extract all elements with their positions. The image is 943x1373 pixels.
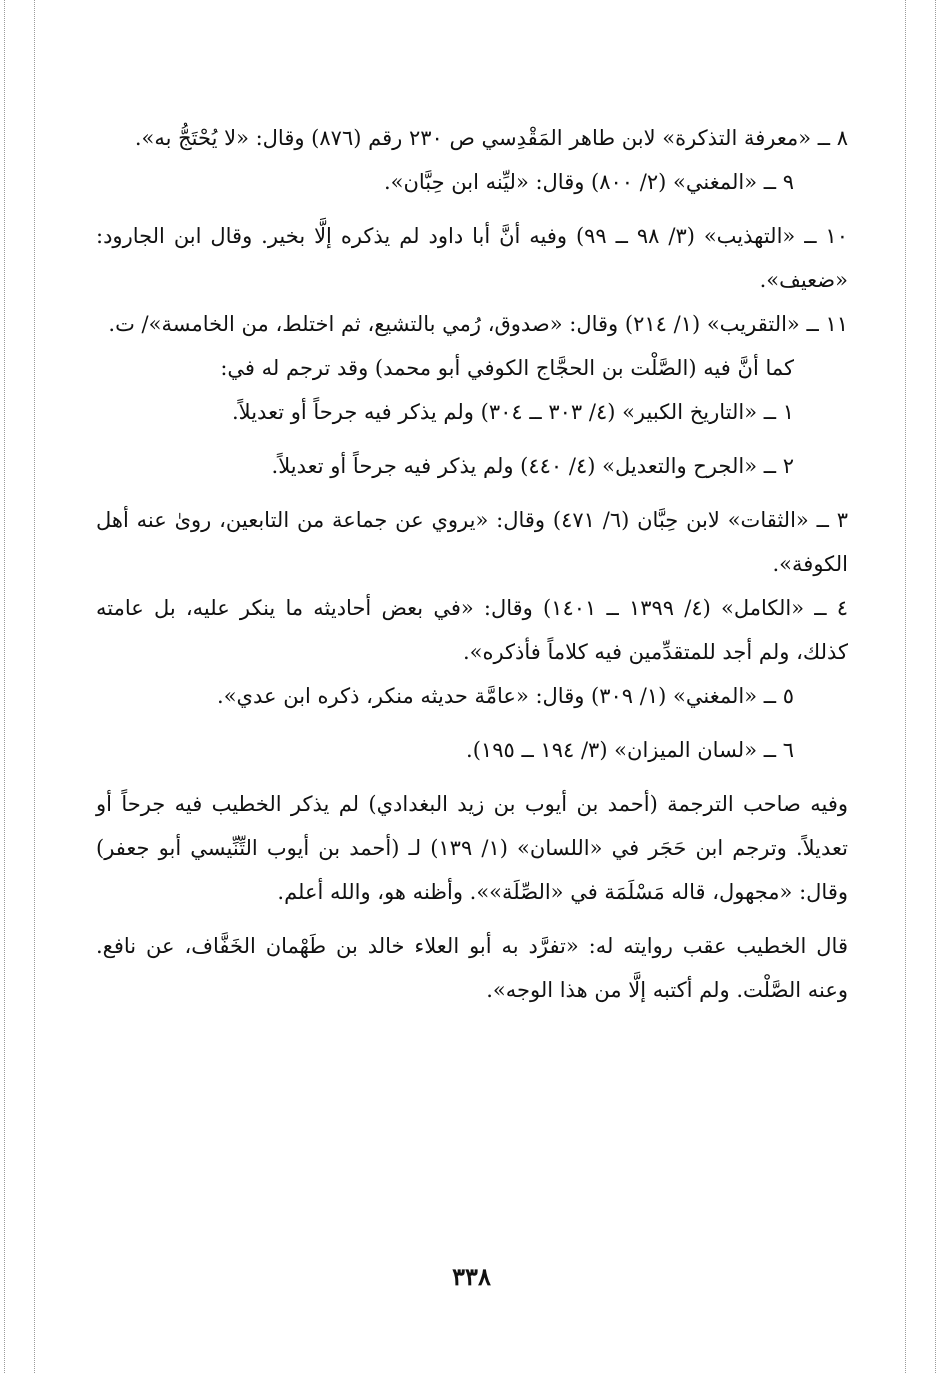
scan-border-line-right-1	[905, 0, 906, 1373]
paragraph-ahmad-ibn-ayyub: وفيه صاحب الترجمة (أحمد بن أيوب بن زيد البغدادي) لم يذكر الخطيب فيه جرحاً أو تعديلاً. وترجم ابن حَجَر في «اللسان» (١/ ١٣٩) لـ (أحمد بن أيوب التِّنِّيسي أبو جعفر) وقال: «مجهول، قاله مَسْلَمَة في «الصِّلَة»». وأظنه هو، والله أعلم.	[96, 792, 848, 904]
scan-border-line-right-2	[935, 0, 936, 1373]
paragraph-salt-3: ٣ ــ «الثقات» لابن حِبَّان (٦/ ٤٧١) وقال: «يروي عن جماعة من التابعين، روىٰ عنه أهل الكوفة».	[96, 508, 848, 576]
paragraph-salt-6: ٦ ــ «لسان الميزان» (٣/ ١٩٤ ــ ١٩٥).	[466, 738, 794, 762]
paragraph-reference-8: ٨ ــ «معرفة التذكرة» لابن طاهر المَقْدِسي ص ٢٣٠ رقم (٨٧٦) وقال: «لا يُحْتَجُّ به».	[134, 126, 848, 150]
paragraph-reference-9: ٩ ــ «المغني» (٢/ ٨٠٠) وقال: «ليِّنه ابن حِبَّان».	[383, 170, 794, 194]
paragraph-salt-2: ٢ ــ «الجرح والتعديل» (٤/ ٤٤٠) ولم يذكر فيه جرحاً أو تعديلاً.	[271, 454, 794, 478]
page-number: ٣٣٨	[452, 1262, 491, 1291]
paragraph-intro-salt: كما أنَّ فيه (الصَّلْت بن الحجَّاج الكوفي أبو محمد) وقد ترجم له في:	[220, 356, 794, 380]
paragraph-salt-1: ١ ــ «التاريخ الكبير» (٤/ ٣٠٣ ــ ٣٠٤) ولم يذكر فيه جرحاً أو تعديلاً.	[232, 400, 794, 424]
paragraph-reference-10: ١٠ ــ «التهذيب» (٣/ ٩٨ ــ ٩٩) وفيه أنَّ أبا داود لم يذكره إلَّا بخير. وقال ابن الجارود: «ضعيف».	[96, 224, 848, 292]
scan-border-line-left-2	[34, 0, 35, 1373]
paragraph-reference-11: ١١ ــ «التقريب» (١/ ٢١٤) وقال: «صدوق، رُمي بالتشيع، ثم اختلط، من الخامسة»/ ت.	[108, 312, 848, 336]
paragraph-khatib-comment: قال الخطيب عقب روايته له: «تفرَّد به أبو العلاء خالد بن طَهْمان الخَفَّاف، عن نافع. وعنه الصَّلْت. ولم أكتبه إلَّا من هذا الوجه».	[96, 934, 848, 1002]
page-body	[96, 116, 848, 1012]
paragraph-salt-4: ٤ ــ «الكامل» (٤/ ١٣٩٩ ــ ١٤٠١) وقال: «في بعض أحاديثه ما ينكر عليه، بل عامته كذلك، ولم أجد للمتقدِّمين فيه كلاماً فأذكره».	[96, 596, 848, 664]
paragraph-salt-5: ٥ ــ «المغني» (١/ ٣٠٩) وقال: «عامَّة حديثه منكر، ذكره ابن عدي».	[217, 684, 794, 708]
scan-border-line-left-1	[4, 0, 5, 1373]
